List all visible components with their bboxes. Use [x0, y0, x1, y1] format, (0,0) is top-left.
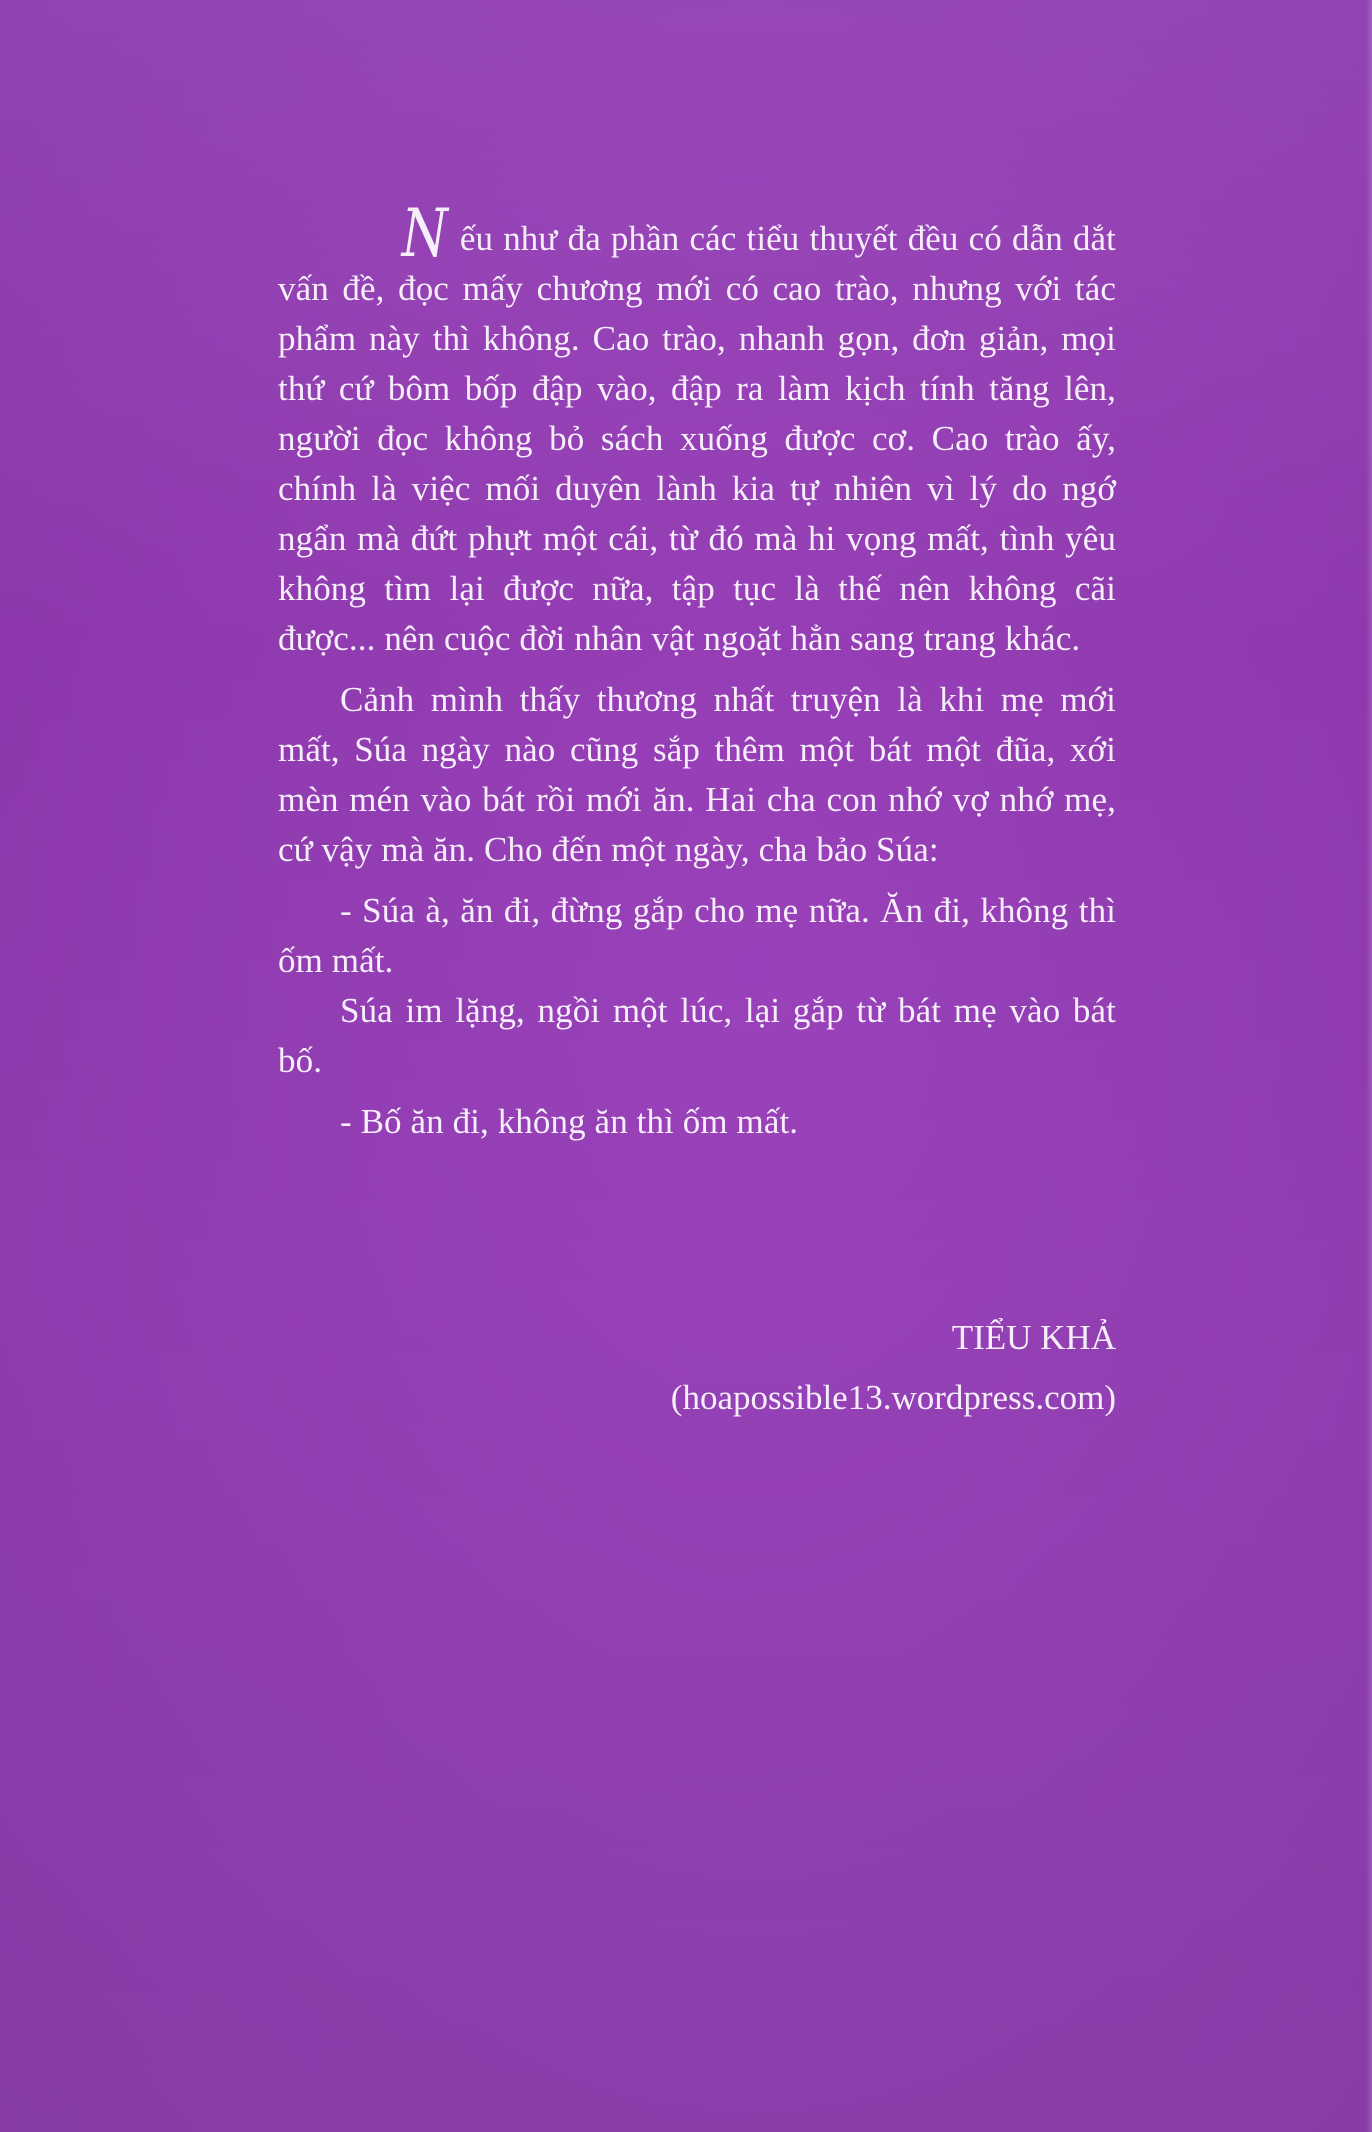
author-name: TIỂU KHẢ	[951, 1318, 1116, 1357]
paragraph-1-text: ếu như đa phần các tiểu thuyết đều có dẫn dắt vấn đề, đọc mấy chương mới có cao trào, nhưng với tác phẩm này thì không. Cao trào, nhanh gọn, đơn giản, mọi thứ cứ bôm bốp đập vào, đập ra làm kịch tính tăng lên, người đọc không bỏ sách xuống được cơ. Cao trào ấy, chính là việc mối duyên lành kia tự nhiên vì lý do ngớ ngẩn mà đứt phựt một cái, từ đó mà hi vọng mất, tình yêu không tìm lại được nữa, tập tục là thế nên không cãi được... nên cuộc đời nhân vật ngoặt hẳn sang trang khác.	[278, 219, 1116, 658]
dialogue-line-2: - Bố ăn đi, không ăn thì ốm mất.	[340, 1102, 799, 1141]
signature-block	[671, 1308, 1116, 1428]
dialogue-line-1: - Súa à, ăn đi, đừng gắp cho mẹ nữa. Ăn đi, không thì ốm mất.	[278, 891, 1116, 980]
paragraph-1	[278, 195, 1116, 664]
paragraph-2: Cảnh mình thấy thương nhất truyện là khi mẹ mới mất, Súa ngày nào cũng sắp thêm một bát một đũa, xới mèn mén vào bát rồi mới ăn. Hai cha con nhớ vợ nhớ mẹ, cứ vậy mà ăn. Cho đến một ngày, cha bảo Súa:	[278, 680, 1116, 869]
blurb-text	[278, 195, 1116, 1147]
cover-edge	[1366, 0, 1372, 2132]
paragraph-3: Súa im lặng, ngồi một lúc, lại gắp từ bát mẹ vào bát bố.	[278, 991, 1116, 1080]
author-website: (hoapossible13.wordpress.com)	[670, 1378, 1116, 1417]
drop-cap: N	[401, 195, 448, 272]
